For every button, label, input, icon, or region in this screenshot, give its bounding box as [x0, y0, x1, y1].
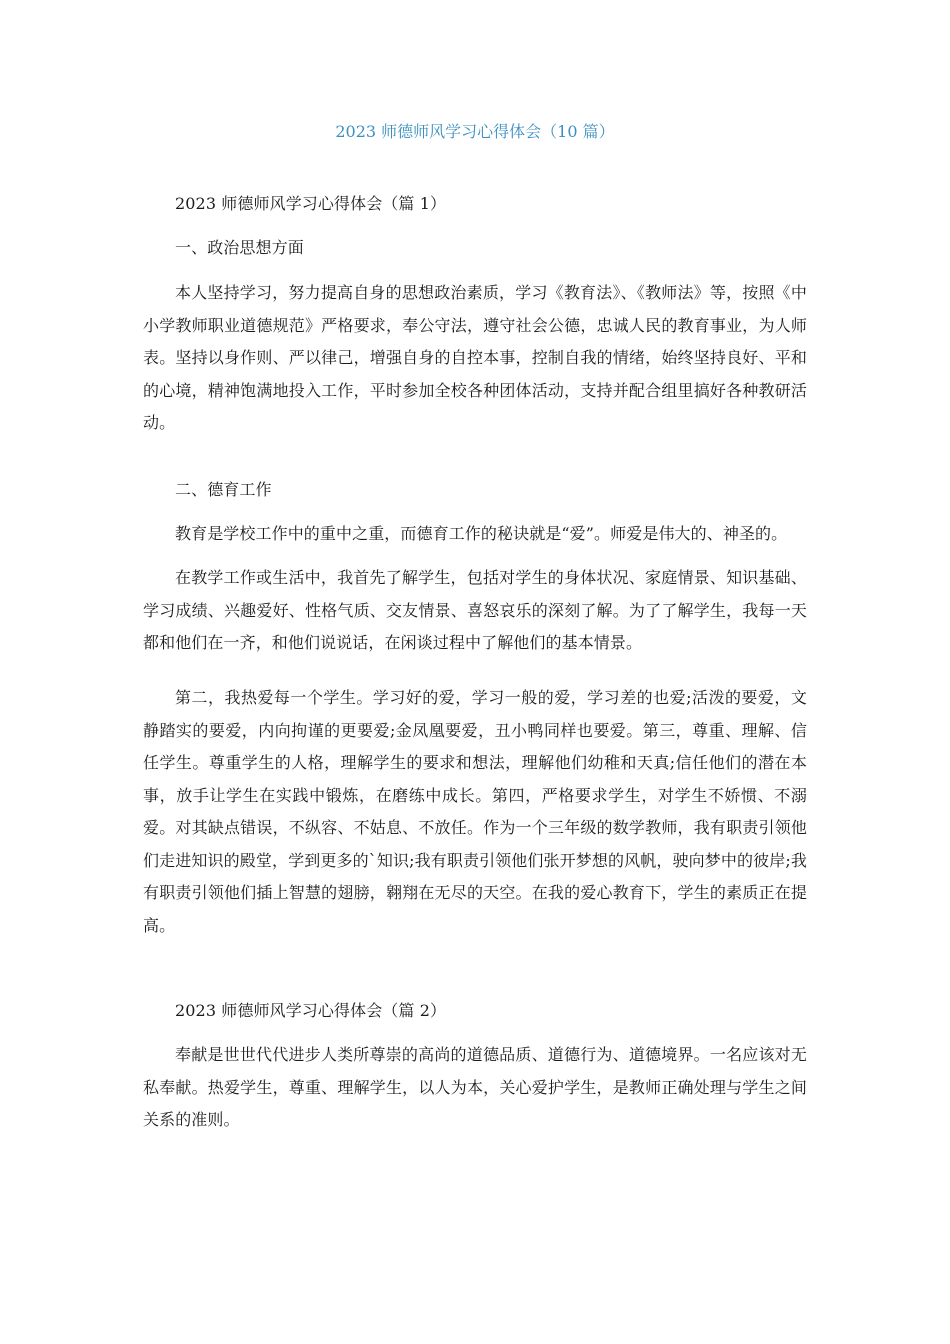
paragraph-love-every-student: 第二，我热爱每一个学生。学习好的爱，学习一般的爱，学习差的也爱;活泼的要爱，文静踏实的要爱，内向拘谨的更要爱;金凤凰要爱，丑小鸭同样也要爱。第三，尊重、理解、信任学生。尊重学生的人格，理解学生的要求和想法，理解他们幼稚和天真;信任他们的潜在本事，放手让学生在实践中锻炼，在磨练中成长。第四，严格要求学生，对学生不娇惯、不溺爱。对其缺点错误，不纵容、不姑息、不放任。作为一个三年级的数学教师，我有职责引领他们走进知识的殿堂，学到更多的`知识;我有职责引领他们张开梦想的风帆，驶向梦中的彼岸;我有职责引领他们插上智慧的翅膀，翱翔在无尽的天空。在我的爱心教育下，学生的素质正在提高。 — [143, 688, 807, 935]
paragraph-political-thought: 本人坚持学习，努力提高自身的思想政治素质，学习《教育法》、《教师法》等，按照《中小学教师职业道德规范》严格要求，奉公守法，遵守社会公德，忠诚人民的教育事业，为人师表。坚持以身作则、严以律己，增强自身的自控本事，控制自我的情绪，始终坚持良好、平和的心境，精神饱满地投入工作，平时参加全校各种团体活动，支持并配合组里搞好各种教研活动。 — [143, 283, 807, 432]
subheading-moral-education: 二、德育工作 — [175, 480, 272, 499]
paragraph-understand-students: 在教学工作或生活中，我首先了解学生，包括对学生的身体状况、家庭情景、知识基础、学习成绩、兴趣爱好、性格气质、交友情景、喜怒哀乐的深刻了解。为了了解学生，我每一天都和他们在一齐，和他们说说话，在闲谈过程中了解他们的基本情景。 — [143, 568, 807, 652]
paragraph-education-love: 教育是学校工作中的重中之重，而德育工作的秘诀就是“爱”。师爱是伟大的、神圣的。 — [175, 524, 788, 543]
paragraph-dedication: 奉献是世世代代进步人类所尊崇的高尚的道德品质、道德行为、道德境界。一名应该对无私奉献。热爱学生，尊重、理解学生，以人为本，关心爱护学生，是教师正确处理与学生之间关系的准则。 — [143, 1045, 807, 1129]
document-title: 2023 师德师风学习心得体会（10 篇） — [335, 122, 615, 141]
subheading-political-thought: 一、政治思想方面 — [175, 238, 304, 257]
section-heading-part-1: 2023 师德师风学习心得体会（篇 1） — [175, 194, 447, 213]
section-heading-part-2: 2023 师德师风学习心得体会（篇 2） — [175, 1001, 447, 1020]
